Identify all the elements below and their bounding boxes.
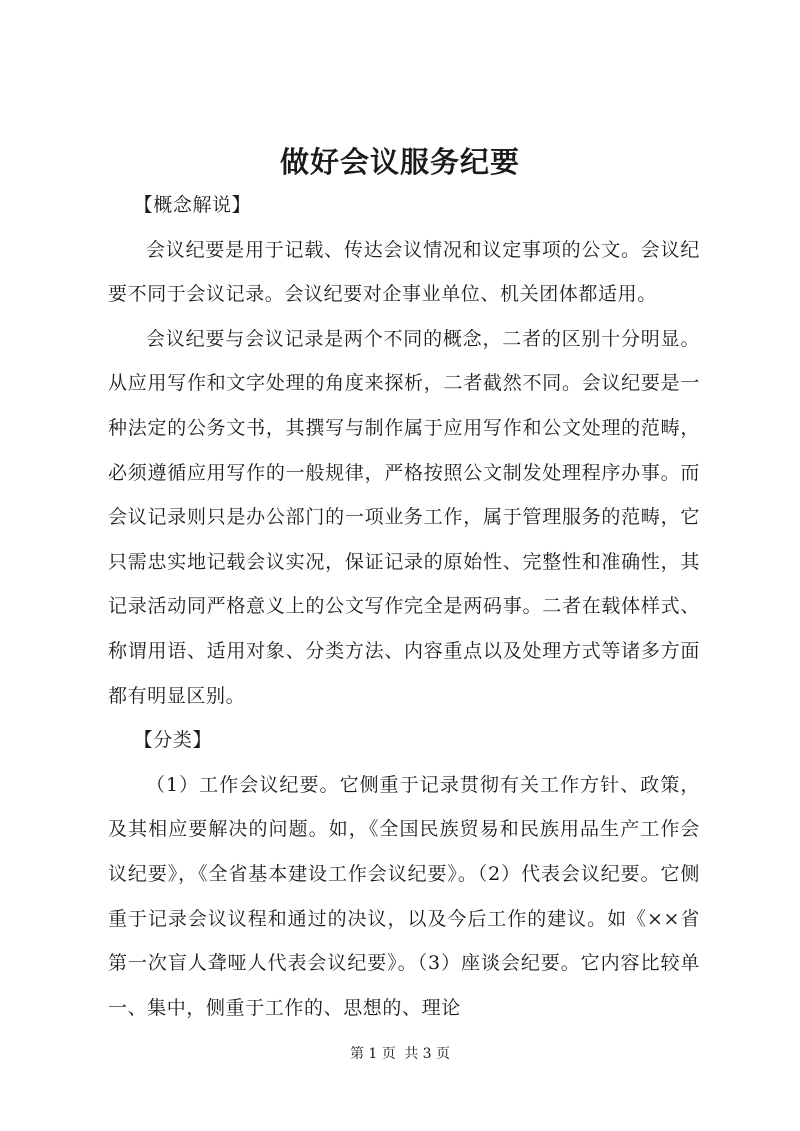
page-number: 第 1 页 (349, 1046, 396, 1062)
section-heading-concept: 【概念解说】 (133, 194, 252, 216)
paragraph-difference: 会议纪要与会议记录是两个不同的概念，二者的区别十分明显。从应用写作和文字处理的角度来探析，二者截然不同。会议纪要是一种法定的公务文书，其撰写与制作属于应用写作和公文处理的范畴，必须遵循应用写作的一般规律，严格按照公文制发处理程序办事。而会议记录则只是办公部门的一项业务工作，属于管理服务的范畴，它只需忠实地记载会议实况，保证记录的原始性、完整性和准确性，其记录活动同严格意义上的公文写作完全是两码事。二者在载体样式、称谓用语、适用对象、分类方法、内容重点以及处理方式等诸多方面都有明显区别。 (108, 327, 700, 707)
page-footer (0, 1044, 800, 1064)
document-body (108, 183, 700, 1030)
paragraph-definition: 会议纪要是用于记载、传达会议情况和议定事项的公文。会议纪要不同于会议记录。会议纪要对企事业单位、机关团体都适用。 (108, 238, 700, 306)
section-heading-classification: 【分类】 (133, 729, 213, 752)
document-title: 做好会议服务纪要 (279, 145, 520, 179)
paragraph-classification: （1）工作会议纪要。它侧重于记录贯彻有关工作方针、政策，及其相应要解决的问题。如，《全国民族贸易和民族用品生产工作会议纪要》，《全省基本建设工作会议纪要》。（2）代表会议纪要。它侧重于记录会议议程和通过的决议，以及今后工作的建议。如《××省第一次盲人聋哑人代表会议纪要》。（3）座谈会纪要。它内容比较单一、集中，侧重于工作的、思想的、理论 (108, 773, 700, 1019)
page-total: 共 3 页 (404, 1046, 451, 1062)
